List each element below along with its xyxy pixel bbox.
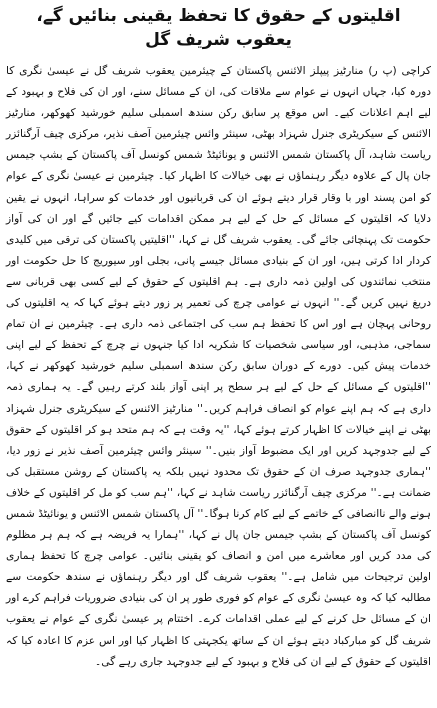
headline: اقلیتوں کے حقوق کا تحفظ یقینی بنائیں گے، یعقوب شریف گل xyxy=(36,6,401,50)
article-body: کراچی (پ ر) منارٹیز پیپلز الائنس پاکستان کے چیئرمین یعقوب شریف گل نے عیسیٰ نگری کا دورہ کیا، جہاں انہوں نے عوام سے ملاقات کی، ان کے مسائل سنے، اور ان کی فلاح و بہبود کے لیے اہم اعلانات کیے۔ اس موقع پر سابق رکن سندھ اسمبلی سلیم خورشید کھوکھر، منارٹیز الائنس کے سیکریٹری جنرل شہزاد بھٹی، سینئر وائس چیئرمین آصف نذیر، مرکزی چیف آرگنائزر ریاست شاہد، آل پاکستان شمس الائنس و یونائیٹڈ شمس کونسل آف پاکستان کے بشپ جیمس جان پال کے علاوہ دیگر رہنماؤں نے بھی خیالات کا اظہار کیا۔ چیئرمین نے عیسیٰ نگری کے عوام کو امن پسند اور با وقار قرار دیتے ہوئے ان کی قربانیوں اور خدمات کو سراہا، انہوں نے یقین دلایا کہ اقلیتوں کے مسائل کے حل کے لیے ہر ممکن اقدامات کیے جائیں گے اور ان کی آواز حکومت تک پہنچائی جائے گی۔ یعقوب شریف گل نے کہا، ''اقلیتیں پاکستان کی ترقی میں کلیدی کردار ادا کرتی ہیں، اور ان کے بنیادی مسائل جیسے پانی، بجلی اور سیوریج کا حل حکومت اور منتخب نمائندوں کی اولین ذمہ داری ہے۔ ہم اقلیتوں کے حقوق کے لیے کسی بھی قربانی سے دریغ نہیں کریں گے۔'' انہوں نے عوامی چرچ کی تعمیر پر زور دیتے ہوئے کہا کہ یہ اقلیتوں کی روحانی پہچان ہے اور اس کا تحفظ ہم سب کی اجتماعی ذمہ داری ہے۔ چیئرمین نے ان تمام سماجی، مذہبی، اور سیاسی شخصیات کا شکریہ ادا کیا جنہوں نے چرچ کے تحفظ کے لیے اپنی خدمات پیش کیں۔ دورے کے دوران سابق رکن سندھ اسمبلی سلیم خورشید کھوکھر نے کہا، ''اقلیتوں کے مسائل کے حل کے لیے ہر سطح پر اپنی آواز بلند کرتے رہیں گے۔ یہ ہماری ذمہ داری ہے کہ ہم اپنے عوام کو انصاف فراہم کریں۔'' منارٹیز الائنس کے سیکریٹری جنرل شہزاد بھٹی نے اپنے خیالات کا اظہار کرتے ہوئے کہا، ''یہ وقت ہے کہ ہم متحد ہو کر اقلیتوں کے حقوق کے لیے جدوجہد کریں اور ایک مضبوط آواز بنیں۔'' سینئر وائس چیئرمین آصف نذیر نے زور دیا، ''ہماری جدوجہد صرف ان کے حقوق تک محدود نہیں بلکہ یہ پاکستان کے روشن مستقبل کی ضمانت ہے۔'' مرکزی چیف آرگنائزر ریاست شاہد نے کہا، ''ہم سب کو مل کر اقلیتوں کے خلاف ہونے والے ناانصافی کے خاتمے کے لیے کام کرنا ہوگا۔'' آل پاکستان شمس الائنس و یونائیٹڈ شمس کونسل آف پاکستان کے بشپ جیمس جان پال نے کہا، ''ہمارا یہ فریضہ ہے کہ ہم ہر مظلوم کی مدد کریں اور معاشرے میں امن و انصاف کو یقینی بنائیں۔ عوامی چرچ کا تحفظ ہماری اولین ترجیحات میں شامل ہے۔'' یعقوب شریف گل اور دیگر رہنماؤں نے سندھ حکومت سے مطالبہ کیا کہ وہ عیسیٰ نگری کے عوام کو فوری طور پر ان کی بنیادی ضروریات فراہم کرے اور ان کے مسائل حل کرنے کے لیے عملی اقدامات کرے۔ اختتام پر عیسیٰ نگری کے عوام نے یعقوب شریف گل کو مبارکباد دیتے ہوئے ان کے ساتھ یکجہتی کا اظہار کیا اور اس عزم کا اعادہ کیا کہ اقلیتوں کے حقوق کے لیے ان کی فلاح و بہبود کے لیے جدوجہد جاری رہے گی۔ xyxy=(6,64,431,668)
